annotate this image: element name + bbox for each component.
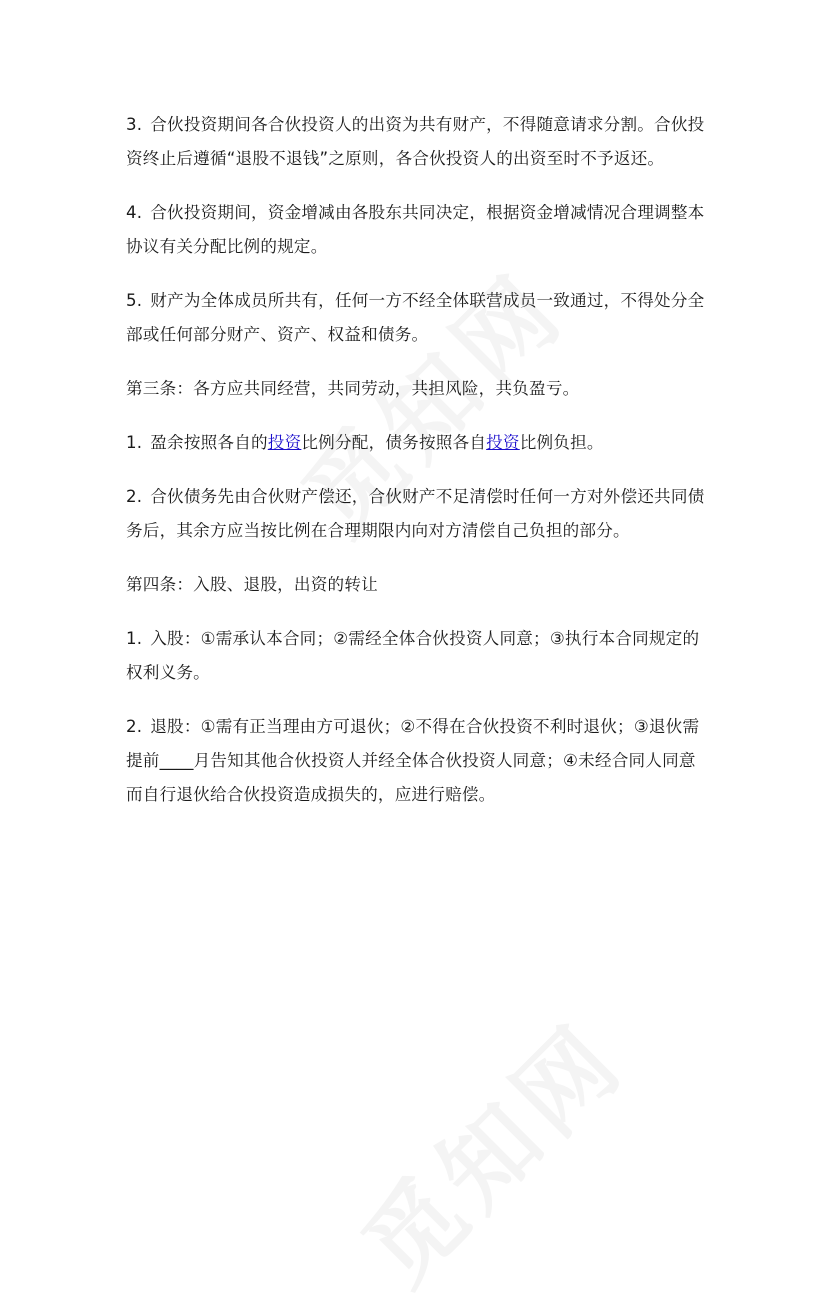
clause-text: 退股：①需有正当理由方可退伙；②不得在合伙投资不利时退伙；③退伙需提前____月告知其他合伙投资人并经全体合伙投资人同意；④未经合同人同意而自行退伙给合伙投资造成损失的，应进行赔偿。 — [126, 717, 700, 804]
article-3-clause-2 — [126, 480, 710, 548]
article-text: 第三条：各方应共同经营，共同劳动，共担风险，共负盈亏。 — [126, 379, 580, 398]
clause-number: 5. — [126, 291, 143, 310]
clause-number: 3. — [126, 115, 143, 134]
document-body — [126, 108, 710, 832]
clause-4 — [126, 196, 710, 264]
clause-text-part: 比例分配，债务按照各自 — [301, 433, 487, 452]
article-text: 第四条：入股、退股，出资的转让 — [126, 575, 378, 594]
clause-number: 4. — [126, 203, 143, 222]
clause-number: 2. — [126, 487, 143, 506]
clause-number: 2. — [126, 717, 143, 736]
article-3-clause-1 — [126, 426, 710, 460]
clause-text: 合伙投资期间，资金增减由各股东共同决定，根据资金增减情况合理调整本协议有关分配比例的规定。 — [126, 203, 705, 256]
article-3-heading — [126, 372, 710, 406]
clause-text: 财产为全体成员所共有，任何一方不经全体联营成员一致通过，不得处分全部或任何部分财产、资产、权益和债务。 — [126, 291, 705, 344]
clause-text: 合伙投资期间各合伙投资人的出资为共有财产，不得随意请求分割。合伙投资终止后遵循“退股不退钱”之原则，各合伙投资人的出资至时不予返还。 — [126, 115, 705, 168]
investment-link[interactable]: 投资 — [486, 433, 520, 452]
article-4-heading — [126, 568, 710, 602]
clause-text-part: 比例负担。 — [519, 433, 604, 452]
clause-number: 1. — [126, 433, 143, 452]
article-4-clause-1 — [126, 622, 710, 690]
clause-text: 合伙债务先由合伙财产偿还，合伙财产不足清偿时任何一方对外偿还共同债务后，其余方应当按比例在合理期限内向对方清偿自己负担的部分。 — [126, 487, 705, 540]
watermark — [328, 988, 650, 1309]
clause-text: 入股：①需承认本合同；②需经全体合伙投资人同意；③执行本合同规定的权利义务。 — [126, 629, 700, 682]
clause-text-part: 盈余按照各自的 — [150, 433, 268, 452]
clause-5 — [126, 284, 710, 352]
clause-number: 1. — [126, 629, 143, 648]
article-4-clause-2 — [126, 710, 710, 812]
clause-3 — [126, 108, 710, 176]
investment-link[interactable]: 投资 — [267, 433, 302, 452]
